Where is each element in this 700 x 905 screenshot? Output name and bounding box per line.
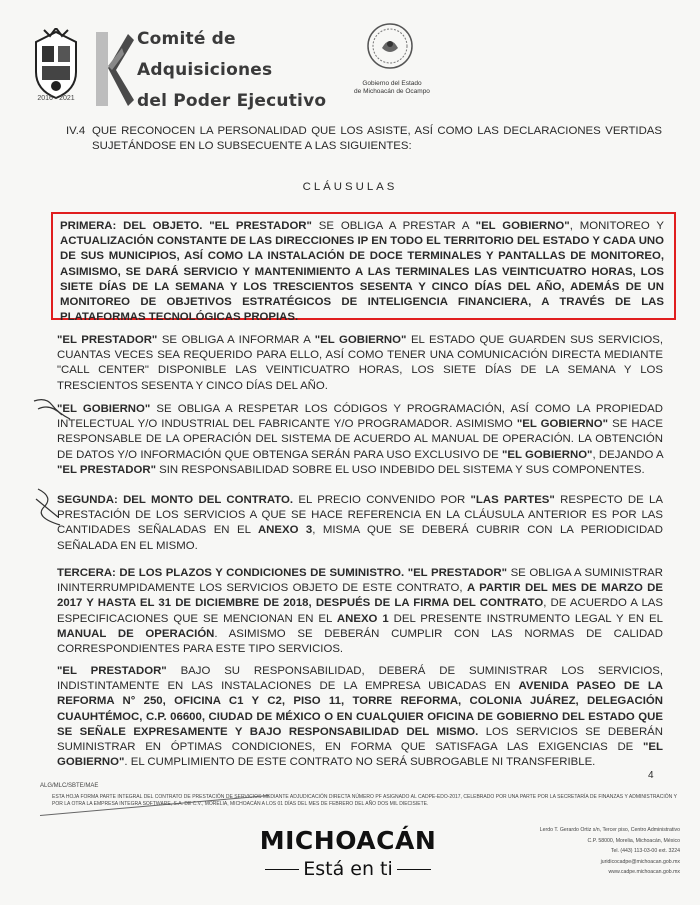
paragraph-gobierno-obligation [57, 402, 663, 478]
address-block [520, 825, 680, 878]
brand-tagline [248, 858, 448, 880]
text-run: , MONITOREO Y [569, 220, 664, 232]
committee-k-logo [92, 30, 134, 108]
michoacan-brand: MICHOACÁN [259, 826, 437, 855]
party-name: "EL PRESTADOR" [57, 463, 156, 476]
margin-signature-icon [34, 487, 64, 527]
annex-ref: ANEXO 3 [257, 524, 313, 537]
annex-ref: ANEXO 1 [336, 612, 389, 625]
text-run: LOS SERVICIOS SE DEBERÁN SUMINISTRAR EN ÓPTIMAS CONDICIONES, EN FORMA QUE SATISFAGA LAS EXIGENCIAS DE [57, 725, 663, 754]
party-name: "LAS PARTES" [470, 494, 555, 506]
committee-title [137, 24, 326, 117]
initials-label: ALG/MLC/SBTE/MAE [40, 783, 99, 789]
party-name: "EL GOBIERNO" [314, 334, 407, 346]
text-run: EL ESTADO QUE GUARDEN SUS SERVICIOS, CUANTAS VECES SEA REQUERIDO PARA ELLO, ASÍ COMO TENER UNA COMUNICACIÓN DIRECTA MEDIANTE "CALL CENTER" DISPONIBLE LAS VEINTICUATRO HORAS, LOS SIETE DÍAS DE LA SEMANA Y LOS TRESCIENTOS SESENTA Y CINCO DÍAS DEL AÑO. [57, 334, 664, 392]
address-line: C.P. 58000, Morelia, Michoacán, México [587, 837, 680, 844]
government-label [352, 80, 432, 96]
intro-number: IV.4 [66, 125, 86, 137]
address-line: Lerdo T. Gerardo Ortiz s/n, Tercer piso, Centro Administrativo [539, 827, 680, 833]
government-label-line-2: de Michoacán de Ocampo [354, 88, 430, 95]
committee-line-3: del Poder Ejecutivo [137, 91, 327, 111]
text-run: , DE ACUERDO A LAS ESPECIFICACIONES QUE SE MENCIONAN EN EL [57, 597, 663, 625]
party-name: "EL GOBIERNO" [475, 220, 570, 232]
committee-line-2: Adquisiciones [137, 60, 273, 80]
government-label-line-1: Gobierno del Estado [362, 80, 422, 87]
tagline-dash [397, 869, 431, 870]
bold-run: MANUAL DE OPERACIÓN [57, 627, 215, 640]
government-seal-icon [366, 22, 414, 70]
party-name: "EL PRESTADOR" [57, 665, 167, 677]
clause-tercera-lead: TERCERA: DE LOS PLAZOS Y CONDICIONES DE SUMINISTRO. [57, 567, 405, 579]
party-name: "EL PRESTADOR" [407, 567, 508, 579]
text-run: . EL CUMPLIMIENTO DE ESTE CONTRATO NO SERÁ SUBROGABLE NI TRANSFERIBLE. [124, 756, 596, 769]
address-line: www.cadpe.michoacan.gob.mx [608, 869, 680, 875]
clause-segunda-lead: SEGUNDA: DEL MONTO DEL CONTRATO. [57, 494, 294, 506]
clause-segunda [57, 493, 663, 554]
text-run: , MISMA QUE SE DEBERÁ CUBRIR CON LA PERIODICIDAD SEÑALADA EN EL MISMO. [57, 524, 663, 552]
party-name: "EL GOBIERNO" [516, 418, 609, 431]
party-name: "EL GOBIERNO" [57, 403, 151, 415]
address-line: juridicocadpe@michoacan.gob.mx [600, 858, 680, 865]
clause-tercera [57, 566, 663, 657]
clause-primera-lead: PRIMERA: DEL OBJETO. [60, 220, 203, 232]
bold-run: AVENIDA PASEO DE LA REFORMA N° 250, OFICINA C1 Y C2, PISO 11, TORRE REFORMA, COLONIA JUÁREZ, DELEGACIÓN CUAUHTÉMOC, C.P. 06600, CIUDAD DE MÉXICO O EN CUALQUIER OFICINA DE GOBIERNO DEL ESTADO QUE SE SEÑALE EXPRESAMENTE Y BAJO RESPONSABILIDAD DEL MISMO. [57, 680, 664, 738]
tagline-dash [265, 869, 299, 870]
text-run: SE OBLIGA A SUMINISTRAR ININTERRUMPIDAMENTE LOS SERVICIOS OBJETO DE ESTE CONTRATO, [57, 567, 664, 595]
text-run: DEL PRESENTE INSTRUMENTO LEGAL Y EN EL [388, 612, 663, 625]
address-line: Tel. (443) 113-03-00 ext. 3224 [610, 848, 680, 854]
text-run: SE HACE RESPONSABLE DE LA OPERACIÓN DEL SISTEMA DE ACUERDO AL MANUAL DE OPERACIÓN. LA OBTENCIÓN DE DATOS Y/O INFORMACIÓN QUE OBTENGA SERÁN PARA USO EXCLUSIVO DE [57, 418, 663, 461]
tagline-text: Está en ti [303, 858, 393, 880]
paragraph-service-location [57, 664, 663, 770]
text-run: , DEJANDO A [592, 448, 664, 461]
intro-text: QUE RECONOCEN LA PERSONALIDAD QUE LOS ASISTE, ASÍ COMO LAS DECLARACIONES VERTIDAS SUJETÁNDOSE EN LO SUBSECUENTE A LAS SIGUIENTES: [92, 125, 662, 153]
committee-line-1: Comité de [137, 29, 236, 49]
clause-primera [60, 219, 664, 325]
text-run: EL PRECIO CONVENIDO POR [293, 494, 471, 506]
state-crest-logo [30, 28, 82, 100]
paragraph-prestador-obligation [57, 333, 663, 394]
party-name: "EL GOBIERNO" [501, 448, 593, 461]
text-run: RESPECTO DE LA PRESTACIÓN DE LOS SERVICIOS A QUE SE HACE REFERENCIA EN LA CLÁUSULA ANTERIOR ES POR LAS CANTIDADES SEÑALADAS EN EL [57, 494, 663, 537]
text-run: SIN RESPONSABILIDAD SOBRE EL USO INDEBIDO DEL SISTEMA Y SUS COMPONENTES. [155, 463, 645, 476]
page-number: 4 [648, 770, 654, 781]
party-name: "EL PRESTADOR" [57, 334, 158, 346]
party-name: "EL GOBIERNO" [57, 741, 663, 769]
party-name: "EL PRESTADOR" [209, 220, 312, 232]
bold-run: ACTUALIZACIÓN CONSTANTE DE LAS DIRECCIONES IP EN TODO EL TERRITORIO DEL ESTADO Y CADA UNO DE SUS MUNICIPIOS, ASÍ COMO LA INSTALACIÓN DE DOCE TERMINALES Y PANTALLAS DE MONITOREO, ASIMISMO, SE DARÁ SERVICIO Y MANTENIMIENTO A LAS TERMINALES LAS VEINTICUATRO HORAS, LOS SIETE DÍAS DE LA SEMANA Y LOS TRESCIENTOS SESENTA Y CINCO DÍAS DEL AÑO, ADEMÁS DE UN MONITOREO DE OBJETIVOS ESTRATÉGICOS DE INTELIGENCIA FINANCIERA, A TRAVÉS DE LAS PLATAFORMAS TECNOLÓGICAS PROPIAS. [60, 235, 664, 324]
intro-paragraph [66, 124, 662, 154]
margin-signature-icon [32, 395, 72, 425]
clauses-title: CLÁUSULAS [302, 181, 398, 193]
text-run: BAJO SU RESPONSABILIDAD, DEBERÁ DE SUMINISTRAR LOS SERVICIOS, INDISTINTAMENTE EN LAS INSTALACIONES DE LA EMPRESA UBICADAS EN [57, 665, 663, 693]
crest-year: 2016 - 2021 [37, 95, 75, 102]
bold-run: A PARTIR DEL MES DE MARZO DE 2017 Y HASTA EL 31 DE DICIEMBRE DE 2018, DESPUÉS DE LA FIRMA DEL CONTRATO [57, 582, 664, 610]
footnote: ESTA HOJA FORMA PARTE INTEGRAL DEL CONTRATO DE PRESTACIÓN DE SERVICIOS MEDIANTE ADJUDICACIÓN DIRECTA NÚMERO PF ASIGNADO AL CADPE-EDO-2017, CELEBRADO POR UNA PARTE POR LA SECRETARÍA DE FINANZAS Y ADMINISTRACIÓN Y POR LA OTRA LA EMPRESA INTEGRA SOFTWARE, S.A. DE C.V., MORELIA, MICHOACÁN A LOS 01 DÍAS DEL MES DE FEBRERO DEL AÑO DOS MIL DIECISIETE. [52, 794, 677, 807]
text-run: . ASIMISMO SE DEBERÁN CUMPLIR CON LAS NORMAS DE CALIDAD CORRESPONDIENTES PARA ESTE TIPO SERVICIOS. [57, 627, 663, 656]
text-run: SE OBLIGA A RESPETAR LOS CÓDIGOS Y PROGRAMACIÓN, ASÍ COMO LA PROPIEDAD INTELECTUAL Y/O INDUSTRIAL DEL FABRICANTE Y/O PROGRAMADOR. ASIMISMO [57, 403, 663, 431]
text-run: SE OBLIGA A INFORMAR A [157, 334, 315, 346]
text-run: SE OBLIGA A PRESTAR A [311, 220, 476, 232]
